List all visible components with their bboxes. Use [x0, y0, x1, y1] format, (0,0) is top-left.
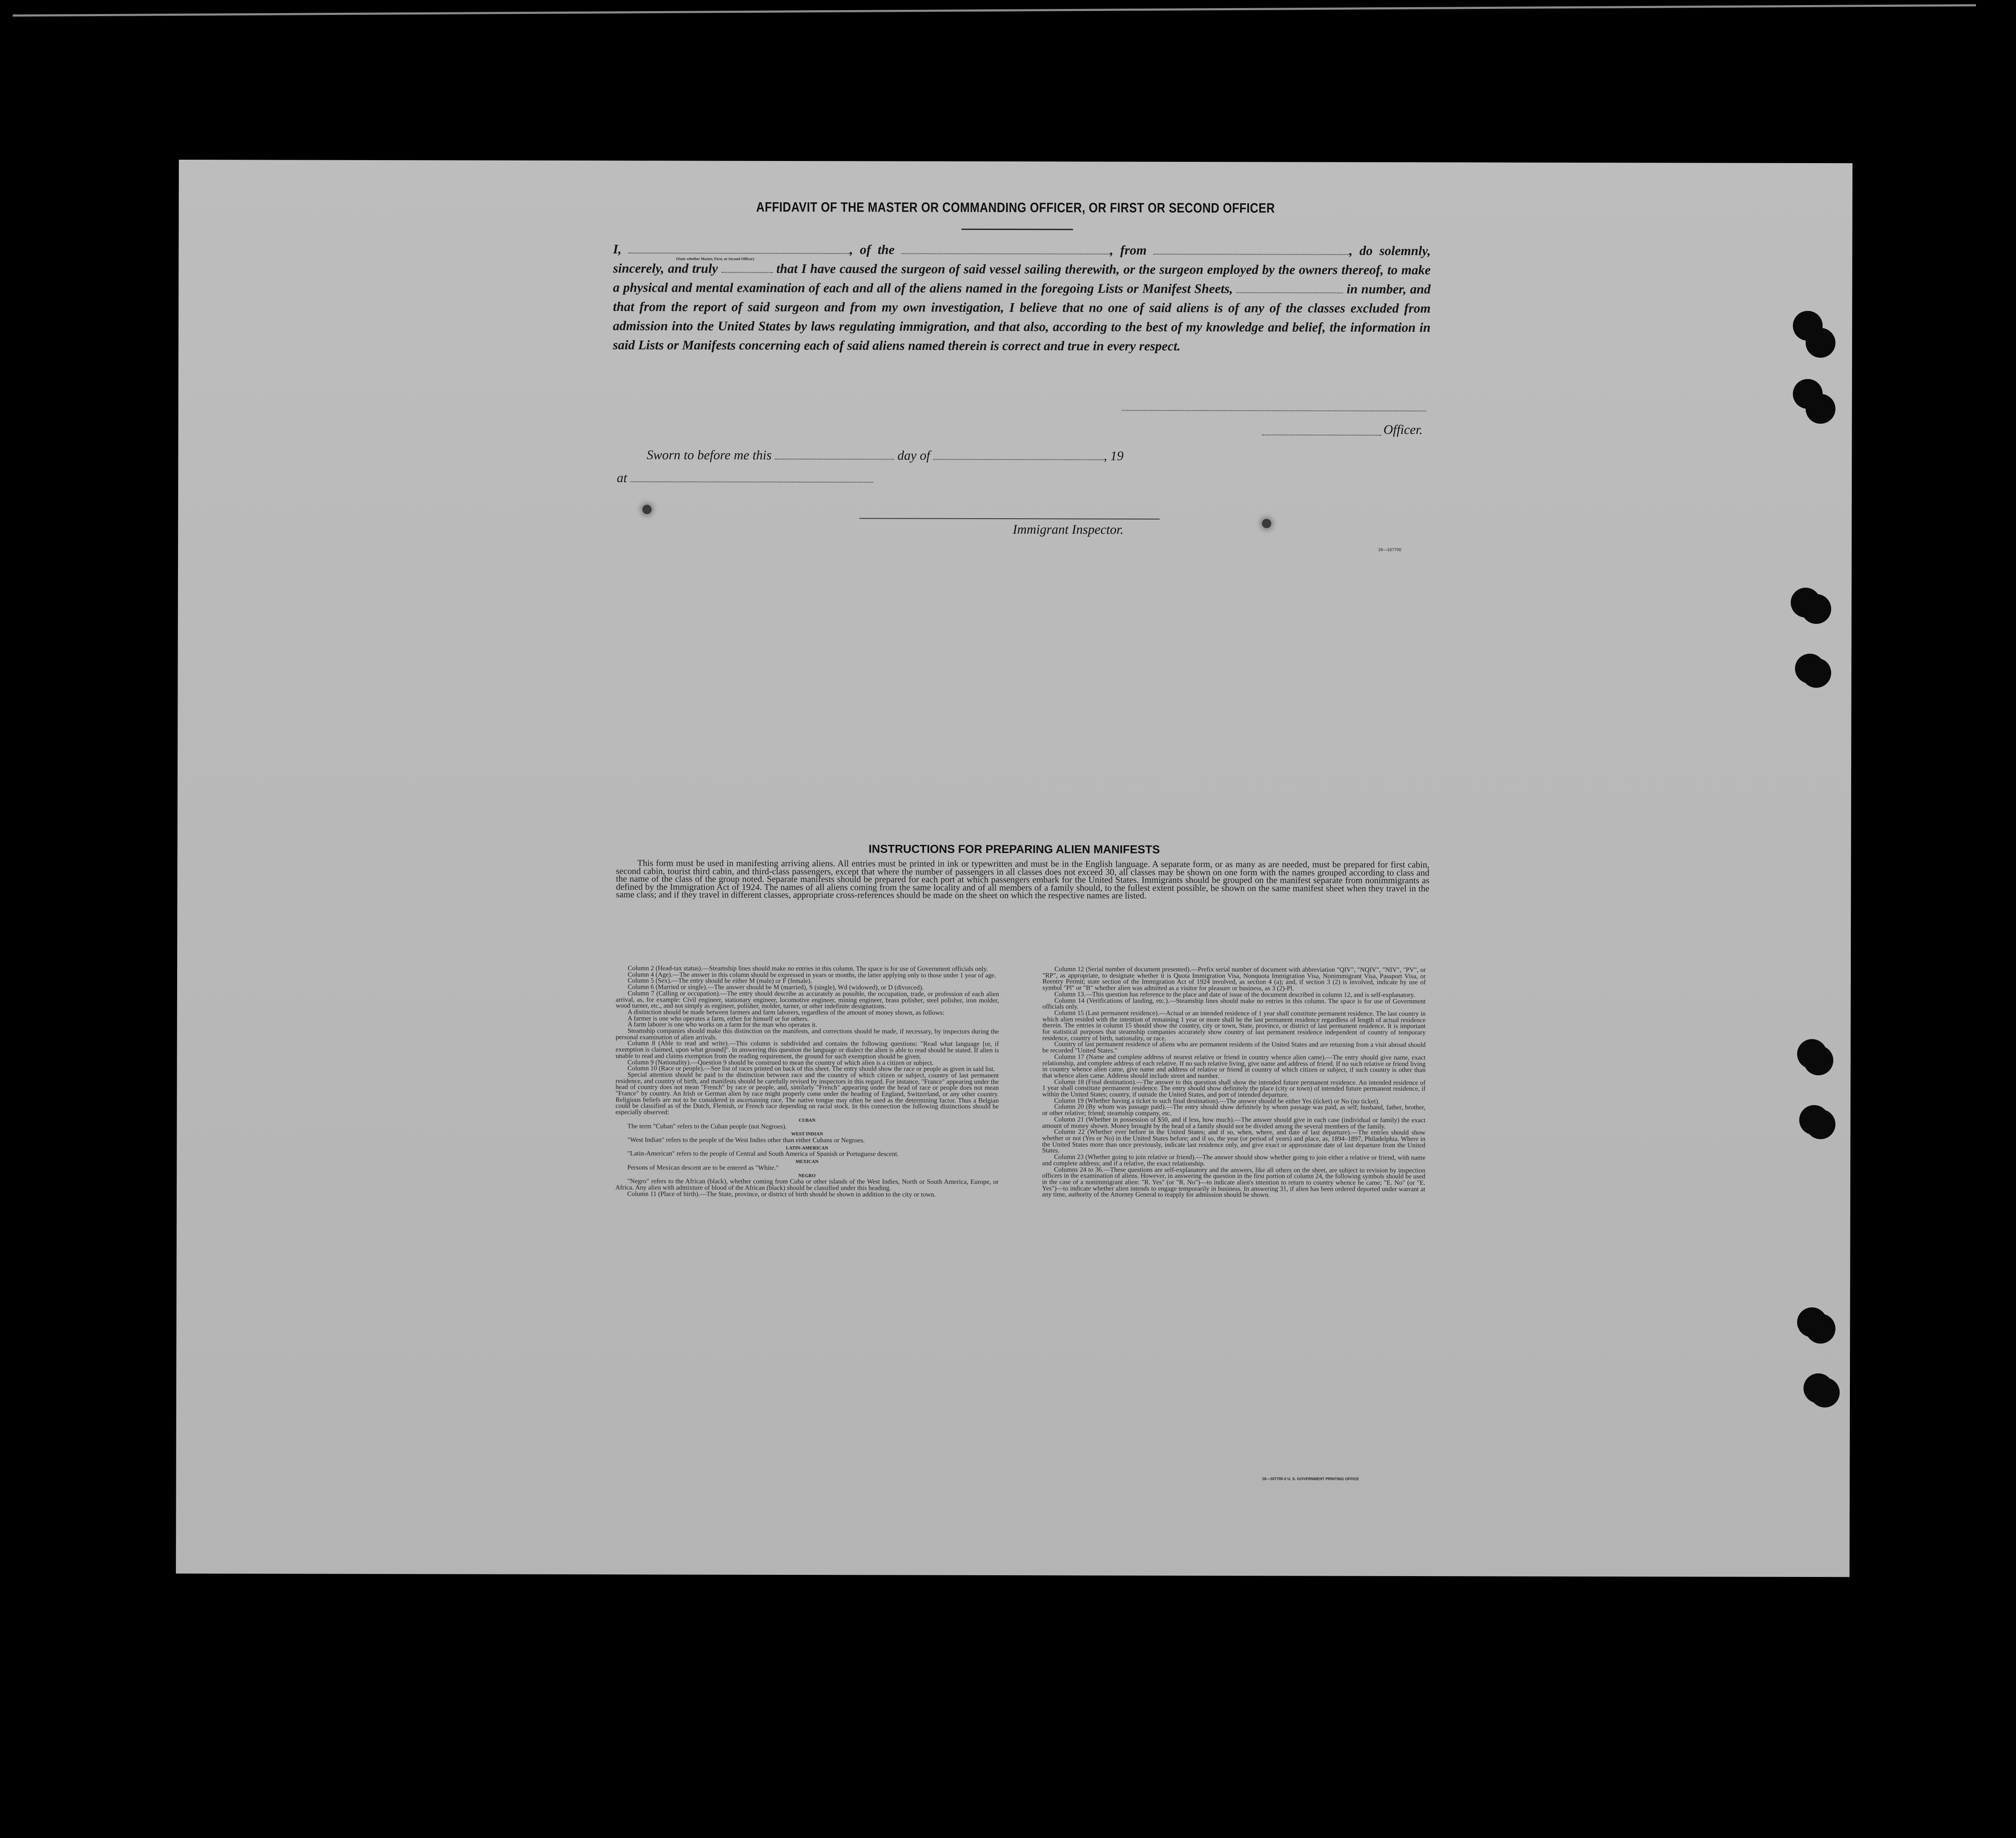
instruction-paragraph: Column 4 (Age).—The answer in this column should be expressed in years or months, the latter applying only to those under 1 year of age. [627, 971, 996, 979]
instruction-paragraph: Column 2 (Head-tax status).—Steamship lines should make no entries in this column. The space is for use of Government officials only. [628, 965, 988, 973]
instruction-paragraph: Column 6 (Married or single).—The answer should be M (married), S (single), Wd (widowed), or D (divorced). [627, 983, 924, 991]
sworn-place [617, 470, 873, 486]
instruction-paragraph: Country of last permanent residence of aliens who are permanent residents of the United States and are returning from a visit abroad should be recorded "United States." [1042, 1040, 1426, 1054]
punch-hole [1806, 1109, 1835, 1139]
punch-hole [1810, 1378, 1840, 1407]
role-note: (State whether Master, First, or Second Officer) [676, 256, 754, 261]
punch-hole [1803, 1045, 1833, 1075]
form-number: 16—167700 [1378, 547, 1401, 553]
vessel-name-field[interactable] [902, 253, 1110, 255]
instruction-paragraph: Column 7 (Calling or occupation).—The entry should describe as accurately as possible, the occupation, trade, or profession of each alien arrival, as, for example: Civil engineer, stationary engineer, locomotive engineer, mining engineer, brass polisher, steel polisher, iron molder, wood turner, etc., and not simply as engineer, polisher, molder, turner, or other indefinite designations. [615, 990, 999, 1010]
instruction-paragraph: Column 14 (Verifications of landing, etc.).—Steamship lines should make no entries in this column. The space is for use of Government officials only. [1042, 997, 1426, 1011]
affidavit-do: , do [1349, 243, 1373, 258]
instruction-paragraph: Column 11 (Place of birth).—The State, province, or district of birth should be shown in addition to the city or town. [627, 1190, 936, 1198]
instructions-right-column [1042, 966, 1426, 1199]
heading-west-indian: WEST INDIAN [791, 1132, 823, 1137]
scan-edge-line [13, 4, 1976, 17]
instruction-paragraph: Columns 24 to 36.—These questions are self-explanatory and the answers, like all others on the sheet, are subject to revision by inspection officers in the examination of aliens. However, in answering the question in the first portion of column 24, the following symbols should be used in the case of a nonimmigrant alien: "R. Yes" (or "R. No")—to indicate alien's intention to return to country whence he came; "E. No" (or "E. Yes")—to indicate whether alien intends to engage temporarily in business. In answering 31, if alien has been ordered deported under warrant at any time, authority of the Attorney General to reapply for admission should be shown. [1042, 1166, 1426, 1199]
year-label: , 19 [1103, 448, 1124, 463]
instruction-paragraph: A farmer is one who operates a farm, either for himself or for others. [627, 1014, 809, 1022]
day-of-label: day of [897, 448, 930, 463]
officer-label: Officer. [1383, 422, 1423, 437]
manifest-sheet [176, 160, 1852, 1577]
sworn-place-field[interactable] [630, 481, 873, 482]
instruction-paragraph: Column 8 (Able to read and write).—This column is subdivided and contains the following questions: "Read what language [or, if exemption is claimed, upon what ground]". In answering this question the language or dialect the alien is able to read should be stated. If alien is unable to read and claims exemption from the reading requirement, the ground for such exemption should be given. [615, 1040, 999, 1060]
definition-west-indian: "West Indian" refers to the people of the West Indies other than either Cubans or Negroes. [627, 1136, 865, 1144]
punch-hole [1806, 1314, 1835, 1344]
definition-mexican: Persons of Mexican descent are to be entered as "White." [627, 1164, 779, 1172]
affidavit-i: I, [613, 241, 622, 257]
heading-mexican: MEXICAN [795, 1159, 818, 1165]
definition-cuban: The term "Cuban" refers to the Cuban people (not Negroes). [627, 1122, 787, 1130]
affidavit-line3: in number, and that from the report of said surgeon and from my own investigation, I believe that no one of said aliens is of any of the classes excluded from admission into the United States by laws regulating immigration, and that also, according to the best of my knowledge and belief, the information in said Lists or Manifests concerning each of said aliens named therein is correct and true in every respect. [613, 281, 1431, 353]
punch-hole [1801, 658, 1831, 688]
instruction-paragraph: Column 12 (Serial number of document presented).—Prefix serial number of document with abbreviation "QIV", "NQIV", "NIV", "PV", or "RP", as appropriate, to designate whether it is Quota Immigration Visa, Nonquota Immigration Visa, Nonimmigrant Visa, Passport Visa, or Reentry Permit; state section of the Immigration Act of 1924 involved, as section 4 (a); and, if section 3 (2) is involved, indicate by use of symbol "Pl" or "B" whether alien was admitted as a visitor for pleasure or business, as 3 (2)-Pl. [1042, 965, 1426, 992]
instruction-paragraph: Special attention should be paid to the distinction between race and the country of which citizen or subject, country of last permanent residence, and country of birth, and manifests should be carefully revised by inspectors in this regard. For instance, "France" appearing under the head of country does not mean "French" by race or people, and, similarly "French" appearing under the head of race or people does not mean "France" by country. An Irish or German alien by race might properly come under the heading of England, Switzerland, or any other country. Religious beliefs are not to be considered in ascertaining race. The native tongue may often be used as the determining factor. Thus a Belgian could be classified as of the Dutch, Flemish, or French race depending on racial stock. In this connection the following distinctions should be especially observed: [615, 1071, 999, 1116]
instruction-paragraph: Column 9 (Nationality).—Question 9 should be construed to mean the country of which alien is a citizen or subject. [627, 1058, 934, 1067]
number-of-aliens-field[interactable] [1237, 292, 1343, 293]
instruction-paragraph: Column 5 (Sex).—The entry should be either M (male) or F (female). [627, 977, 812, 985]
instruction-paragraph: A distinction should be made between farmers and farm laborers, regardless of the amount of money shown, as follows: [627, 1008, 945, 1017]
instruction-paragraph: Column 18 (Final destination).—The answer to this question shall show the intended future permanent residence. An intended residence of 1 year shall constitute permanent residence. The entry should show definitely the place (city or town) of intended future permanent residence, if within the United States; country, if outside the United States, and port of intended departure. [1042, 1078, 1426, 1099]
definition-negro: "Negro" refers to the African (black), whether coming from Cuba or other islands of the West Indies, North or South America, Europe, or Africa. Any alien with admixture of blood of the African (black) should be classified under this heading. [615, 1177, 999, 1192]
port-from-field[interactable] [1153, 254, 1349, 255]
instruction-paragraph: Steamship companies should make this distinction on the manifests, and corrections should be made, if necessary, by inspectors during the personal examination of alien arrivals. [615, 1027, 999, 1041]
heading-negro: NEGRO [798, 1173, 816, 1178]
officer-title-line[interactable] [1262, 434, 1381, 436]
sworn-month-field[interactable] [933, 459, 1104, 460]
affidavit-title: AFFIDAVIT OF THE MASTER OR COMMANDING OFFICER, OR FIRST OR SECOND OFFICER [756, 199, 1275, 216]
affidavit-of-the: , of the [850, 242, 895, 257]
sworn-statement [647, 447, 1124, 463]
title-underline [962, 229, 1073, 230]
instruction-paragraph: Column 15 (Last permanent residence).—Actual or an intended residence of 1 year shall constitute permanent residence. The last country in which alien resided with the intention of remaining 1 year or more shall be the last permanent residence regardless of length of actual residence therein. The entries in column 15 should show the country, city or town, State, province, or district of last permanent residence. It is important for statistical purposes that steamship companies accurately show country of last permanent residence independent of country of temporary residence, country of birth, nationality, or race. [1042, 1009, 1426, 1042]
instruction-paragraph: Column 21 (Whether in possession of $50, and if less, how much).—The answer should give in each case (individual or family) the exact amount of money shown. Money brought by the head of a family should not be divided among the several members of the family. [1042, 1116, 1426, 1130]
sworn-day-field[interactable] [775, 459, 894, 460]
officer-name-field[interactable] [628, 253, 850, 254]
instruction-paragraph: Column 17 (Name and complete address of nearest relative or friend in country whence alien came).—The entry should give name, exact relationship, and complete address of each relative. If no such relative living, give name and address of friend. If no such relative or friend living in country whence alien came, give name and address of relative or friend in country of which citizen or subject, if such country is other than that whence alien came. Address should include street and number. [1042, 1053, 1426, 1080]
punch-hole [1806, 394, 1835, 424]
at-label: at [617, 470, 627, 485]
instructions-title: INSTRUCTIONS FOR PREPARING ALIEN MANIFESTS [868, 842, 1160, 856]
signature-line[interactable] [1122, 410, 1426, 411]
instruction-paragraph: A farm laborer is one who works on a farm for the man who operates it. [627, 1021, 817, 1029]
affidavit-line2: that I have caused the surgeon of said vessel sailing therewith, or the surgeon employed by the owners thereof, to make a physical and mental examination of each and all of the aliens named in the foregoing Lists or Manifest Sheets, [613, 261, 1431, 296]
instruction-paragraph: Column 13.—This question has reference to the place and date of issue of the document described in column 12, and is self-explanatory. [1054, 991, 1415, 999]
paper-spot [642, 505, 652, 514]
instructions-intro: This form must be used in manifesting arriving aliens. All entries must be printed in ink or typewritten and must be in the English language. A separate form, or as many as are needed, must be prepared for first cabin, second cabin, tourist third cabin, and third-class passengers, except that where the number of passengers in all classes does not exceed 30, all classes may be shown on one form with the names grouped according to class and the name of the class of the group noted. Separate manifests should be prepared for each port at which passengers embark for the United States. Immigrants should be grouped on the manifest separate from nonimmigrants as defined by the Immigration Act of 1924. The names of all aliens coming from the same locality and of all members of a family should, to the fullest extent possible, be shown on the same manifest sheet when they travel in the same class; and if they travel in different classes, appropriate cross-references should be made on the sheet on which the respective names are listed. [616, 858, 1430, 901]
instruction-paragraph: Column 22 (Whether ever before in the United States; and if so, when, where, and date of last departure).—The entries should show whether or not (Yes or No) in the United States before; and if so, the year (or period of years) and place, as, 1894–1897, Philadelphia. Where in the United States more than once previously, indicate last residence only, and give exact or approximate date of last departure from the United States. [1042, 1128, 1426, 1154]
affidavit-solemnly: solemnly, sincerely, and truly [613, 243, 1431, 276]
instruction-paragraph: Column 10 (Race or people).—See list of races printed on back of this sheet. The entry should show the race or people as given in said list. [627, 1065, 995, 1073]
affidavit-from: , from [1110, 242, 1147, 258]
punch-hole [1801, 594, 1831, 624]
instruction-paragraph: Column 19 (Whether having a ticket to such final destination).—The answer should be either Yes (ticket) or No (no ticket). [1054, 1097, 1380, 1105]
printing-office-note: 16—167700-2 U. S. GOVERNMENT PRINTING OFFICE [1262, 1476, 1359, 1481]
sworn-label: Sworn to before me this [646, 447, 772, 462]
punch-hole [1806, 328, 1835, 358]
inspector-signature-line[interactable] [859, 518, 1160, 519]
instructions-left-column [615, 965, 999, 1198]
heading-cuban: CUBAN [798, 1117, 816, 1123]
heading-latin-american: LATIN-AMERICAN [786, 1145, 828, 1151]
instruction-paragraph: Column 20 (By whom was passage paid).—The entry should show definitely by whom passage was paid, as self; husband, father, brother, or other relative; friend; steamship company, etc. [1042, 1103, 1426, 1117]
instruction-paragraph: Column 23 (Whether going to join relative or friend).—The answer should show whether going to join either a relative or friend, with name and complete address; and if a relative, the exact relationship. [1042, 1153, 1426, 1167]
definition-latin-american: "Latin-American" refers to the people of Central and South America of Spanish or Portuguese descent. [627, 1150, 899, 1158]
inspector-label: Immigrant Inspector. [1013, 522, 1124, 537]
paper-spot [1262, 519, 1271, 528]
oath-field[interactable] [721, 272, 773, 273]
